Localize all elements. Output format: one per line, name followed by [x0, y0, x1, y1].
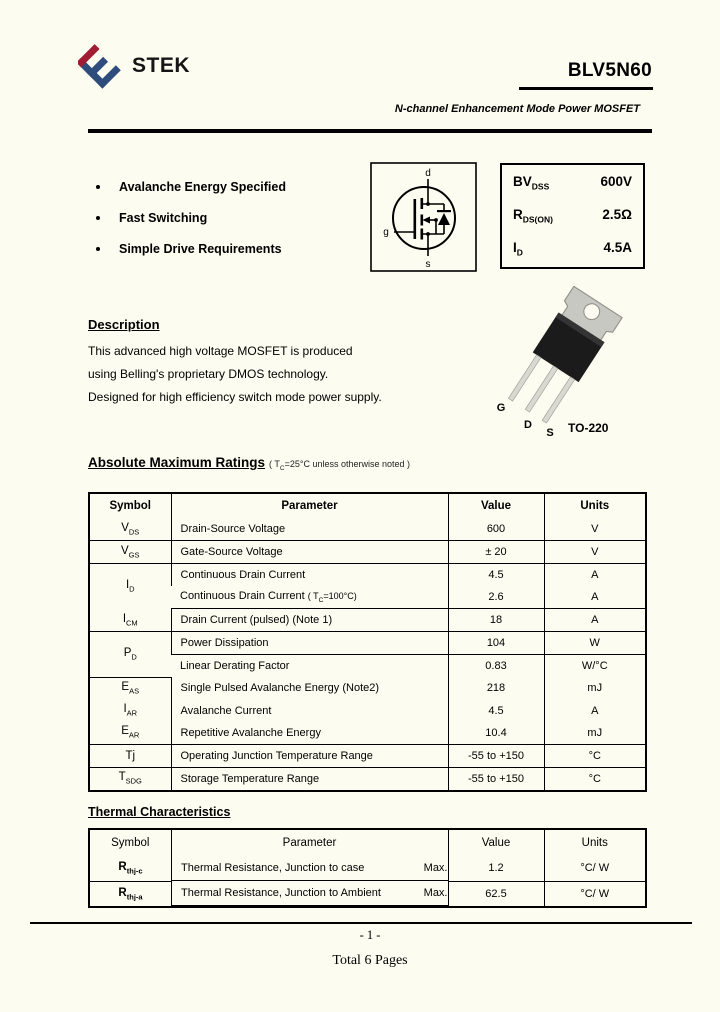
- header-row: [89, 829, 646, 856]
- mosfet-symbol-diagram: [370, 162, 477, 277]
- table-row: [89, 700, 646, 722]
- pin-label-s: S: [546, 427, 554, 439]
- mosfet-symbol-icon: [370, 162, 477, 272]
- units-cell: A: [544, 700, 646, 722]
- spec-symbol: $I_D$: [513, 239, 523, 258]
- symbol-cell: $E_{AS}$: [121, 681, 140, 696]
- table-row: [89, 518, 646, 541]
- gate-label: g: [383, 227, 389, 238]
- units-cell: mJ: [544, 722, 646, 745]
- value-cell: 10.4: [448, 722, 544, 745]
- table-row: [89, 744, 646, 767]
- spec-symbol: $R_{DS(ON)}$: [513, 207, 553, 225]
- description-line: This advanced high voltage MOSFET is produced: [88, 344, 353, 358]
- table-row: [89, 655, 646, 678]
- total-pages: Total 6 Pages: [332, 953, 408, 968]
- value-cell: 600: [448, 518, 544, 541]
- symbol-subscript: thj-c: [126, 866, 143, 876]
- bullet-icon: [96, 216, 100, 220]
- column-header: Value: [448, 829, 544, 856]
- parameter-cell: [171, 856, 448, 881]
- column-header: Symbol: [111, 837, 150, 849]
- table-head: [89, 493, 646, 518]
- spec-value: 4.5A: [603, 239, 632, 255]
- package-name-label: TO-220: [568, 421, 609, 435]
- pin-label-g: G: [496, 402, 506, 414]
- units-cell: A: [544, 609, 646, 632]
- units-cell: °C: [544, 767, 646, 791]
- value-cell: 2.6: [448, 586, 544, 609]
- symbol-subscript: AS: [129, 686, 140, 696]
- stek-logo-icon: [78, 40, 124, 92]
- column-header: Symbol: [109, 500, 152, 512]
- column-header: Units: [544, 829, 646, 856]
- symbol-cell: $V_{DS}$: [89, 518, 171, 541]
- feature-item: [96, 179, 286, 195]
- units-cell: mJ: [544, 677, 646, 700]
- spec-value: 600V: [600, 174, 632, 190]
- value-cell: 1.2: [448, 856, 544, 881]
- description-section: [88, 317, 478, 409]
- units-cell: A: [544, 564, 646, 587]
- features-list: [96, 179, 286, 272]
- page-number: - 1 -: [359, 928, 381, 942]
- symbol-cell: $P_D$: [89, 632, 171, 678]
- package-illustration: [468, 286, 682, 461]
- column-header: Parameter: [171, 493, 448, 518]
- max-note: Max.: [423, 862, 448, 874]
- parameter-cell: Power Dissipation: [171, 632, 448, 655]
- quick-specs-box: [500, 163, 645, 269]
- document-subtitle: N-channel Enhancement Mode Power MOSFET: [394, 103, 640, 115]
- value-cell: -55 to +150: [448, 767, 544, 791]
- thermal-title: Thermal Characteristics: [88, 805, 231, 819]
- pin-label-d: D: [524, 419, 532, 431]
- header-rule: [88, 129, 652, 133]
- value-cell: -55 to +150: [448, 744, 544, 767]
- value-cell: 4.5: [448, 564, 544, 587]
- symbol-cell: Tj: [89, 744, 171, 767]
- symbol-cell: $V_{GS}$: [89, 541, 171, 564]
- value-cell: 0.83: [448, 655, 544, 678]
- value-cell: 18: [448, 609, 544, 632]
- table-row: [89, 767, 646, 791]
- parameter-cell: Operating Junction Temperature Range: [171, 744, 448, 767]
- column-header: Parameter: [171, 829, 448, 856]
- symbol-cell: $R_{thj-a}$: [89, 881, 171, 907]
- parameter-cell: Drain-Source Voltage: [171, 518, 448, 541]
- brand-name: STEK: [132, 54, 191, 77]
- value-cell: 218: [448, 677, 544, 700]
- param-text: ( T: [307, 590, 319, 601]
- symbol-subscript: AR: [126, 708, 138, 718]
- table-row: [89, 722, 646, 745]
- table-row: [89, 856, 646, 881]
- value-cell: 104: [448, 632, 544, 655]
- abs-max-title: Absolute Maximum Ratings: [88, 455, 266, 470]
- symbol-cell: $T_{SDG}$: [89, 767, 171, 791]
- thermal-heading: [88, 805, 230, 819]
- symbol-subscript: D: [131, 652, 137, 662]
- table-row: [89, 586, 646, 609]
- table-row: [89, 541, 646, 564]
- symbol-subscript: AR: [128, 730, 140, 740]
- symbol-cell: $R_{thj-c}$: [89, 856, 171, 881]
- table-row: [89, 564, 646, 587]
- parameter-cell: Repetitive Avalanche Energy: [171, 722, 448, 745]
- parameter-text: Thermal Resistance, Junction to case: [181, 862, 365, 874]
- abs-max-heading: [88, 455, 410, 472]
- symbol-cell: $I_{CM}$: [89, 609, 171, 632]
- bullet-icon: [96, 185, 100, 189]
- parameter-text: Thermal Resistance, Junction to Ambient: [181, 887, 381, 899]
- bullet-icon: [96, 247, 100, 251]
- param-subscript: C: [318, 597, 324, 605]
- param-text: =100°C): [323, 590, 357, 601]
- description-heading: Description: [88, 317, 160, 332]
- table-body: [89, 856, 646, 907]
- condition-pre: ( T: [269, 459, 280, 469]
- table-row: [89, 609, 646, 632]
- title-underline: [519, 87, 653, 90]
- table-row: [89, 881, 646, 907]
- table-row: [89, 677, 646, 700]
- brand-logo: [78, 40, 190, 92]
- parameter-cell: [171, 586, 448, 609]
- abs-max-table: [88, 492, 647, 792]
- parameter-cell: Avalanche Current: [171, 700, 448, 722]
- quick-spec-row: [513, 207, 632, 225]
- units-cell: °C/ W: [544, 881, 646, 907]
- footer-rule: [30, 922, 692, 924]
- spec-value: 2.5Ω: [602, 207, 632, 223]
- units-cell: °C/ W: [544, 856, 646, 881]
- parameter-cell: Gate-Source Voltage: [171, 541, 448, 564]
- symbol-cell: $I_{AR}$: [123, 703, 138, 718]
- table-head: [89, 829, 646, 856]
- symbol-subscript: DS: [128, 527, 140, 537]
- abs-max-condition: [269, 459, 410, 472]
- symbol-cell: $I_D$: [125, 579, 135, 594]
- symbol-subscript: thj-a: [126, 891, 143, 901]
- quick-spec-row: [513, 240, 632, 258]
- max-note: Max.: [423, 887, 448, 899]
- description-line: Designed for high efficiency switch mode power supply.: [88, 390, 382, 404]
- parameter-cell: [171, 881, 448, 906]
- spec-symbol-subscript: D: [516, 247, 523, 258]
- value-cell: ± 20: [448, 541, 544, 564]
- parameter-cell: Linear Derating Factor: [180, 660, 290, 672]
- feature-item: [96, 210, 286, 226]
- spec-symbol: $BV_{DSS}$: [513, 174, 550, 193]
- units-cell: W/°C: [544, 655, 646, 678]
- symbol-subscript: D: [129, 584, 135, 594]
- spec-symbol-subscript: DS(ON): [522, 214, 553, 225]
- feature-label: Fast Switching: [119, 211, 208, 225]
- table-row: [89, 632, 646, 655]
- column-header: Value: [448, 493, 544, 518]
- quick-spec-row: [513, 174, 632, 192]
- units-cell: °C: [544, 744, 646, 767]
- thermal-table: [88, 828, 647, 908]
- parameter-cell: Drain Current (pulsed) (Note 1): [171, 609, 448, 632]
- symbol-subscript: CM: [126, 617, 138, 627]
- condition-sub: C: [279, 464, 285, 472]
- condition-post: =25°C unless otherwise noted ): [284, 459, 410, 469]
- table-body: [89, 518, 646, 791]
- column-header: Units: [544, 493, 646, 518]
- feature-label: Simple Drive Requirements: [119, 242, 282, 256]
- spec-symbol-subscript: DSS: [531, 182, 550, 193]
- value-cell: 4.5: [448, 700, 544, 722]
- units-cell: W: [544, 632, 646, 655]
- description-line: using Belling's proprietary DMOS technology.: [88, 367, 329, 381]
- value-cell: 62.5: [448, 881, 544, 907]
- parameter-cell: Single Pulsed Avalanche Energy (Note2): [171, 677, 448, 700]
- feature-item: [96, 241, 286, 257]
- symbol-subscript: GS: [128, 550, 140, 560]
- param-text: Continuous Drain Current: [180, 589, 308, 602]
- parameter-cell: Continuous Drain Current: [171, 564, 448, 587]
- part-number-title: BLV5N60: [567, 60, 652, 81]
- to220-package-icon: [468, 286, 682, 456]
- units-cell: A: [544, 586, 646, 609]
- feature-label: Avalanche Energy Specified: [119, 180, 286, 194]
- header-row: [89, 493, 646, 518]
- symbol-subscript: SDG: [125, 776, 142, 786]
- units-cell: V: [544, 518, 646, 541]
- units-cell: V: [544, 541, 646, 564]
- parameter-cell: Storage Temperature Range: [171, 767, 448, 791]
- source-label: s: [425, 259, 431, 270]
- symbol-cell: $E_{AR}$: [89, 722, 171, 745]
- drain-label: d: [425, 168, 431, 179]
